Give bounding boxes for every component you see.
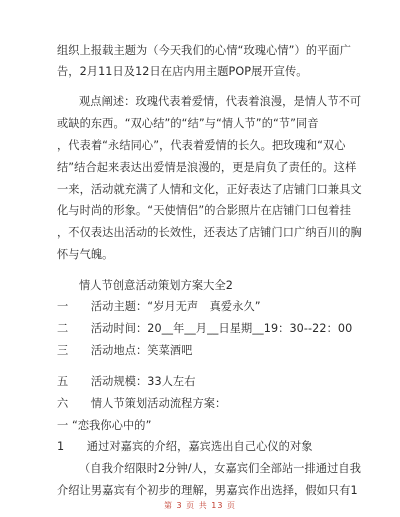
page-number-footer: 第 3 页 共 13 页 [164, 501, 236, 510]
body-line-1: 组织上报载主题为（今天我们的心情“玫瑰心情”）的平面广 [57, 44, 351, 57]
body-line-10: 怀与气魄。 [57, 247, 114, 261]
body-line-2: 告，2月11日及12日在店内用主题POP展开宣传。 [57, 65, 308, 79]
list-item-time: 二 活动时间：20__年__月__日星期__19：30--22：00 [57, 322, 353, 336]
body-line-9: ，不仅表达出活动的长效性，还表达了店铺门口广纳百川的胸 [57, 225, 362, 239]
section-heading: 情人节创意活动策划方案大全2 [79, 279, 233, 293]
list-item-process: 六 情人节策划活动流程方案： [57, 397, 227, 411]
body-line-5: ，代表着“永结同心”，代表着爱情的长久。把玫瑰和“双心 [57, 138, 346, 152]
list-item-theme: 一 活动主题：“岁月无声 真爱永久” [57, 300, 261, 314]
list-item-step-1: 1 通过对嘉宾的介绍，嘉宾选出自己心仪的对象 [57, 440, 313, 454]
list-item-scale: 五 活动规模：33人左右 [57, 375, 196, 389]
list-item-segment-one: 一 “恋我你心中的” [57, 419, 152, 432]
body-line-8: 化与时尚的形象。“天使情侣”的合影照片在店铺门口包着挂 [57, 203, 351, 217]
body-line-19: （自我介绍限时2分钟/人，女嘉宾们全部站一排通过自我 [79, 462, 361, 475]
body-line-20: 介绍让男嘉宾有个初步的理解，男嘉宾作出选择，假如只有1 [57, 484, 358, 497]
list-item-location: 三 活动地点：笑菜酒吧 [57, 344, 193, 358]
body-line-4: 或缺的东西。“双心结”的“结”与“情人节”的“节”同音 [57, 116, 319, 130]
body-line-3: 观点阐述：玫瑰代表着爱情，代表着浪漫，是情人节不可 [79, 94, 362, 108]
body-line-6: 结”结合起来表达出爱情是浪漫的，更是肩负了责任的。这样 [57, 160, 357, 174]
body-line-7: 一来，活动就充满了人情和文化，正好表达了店铺门口兼具文 [57, 182, 362, 196]
